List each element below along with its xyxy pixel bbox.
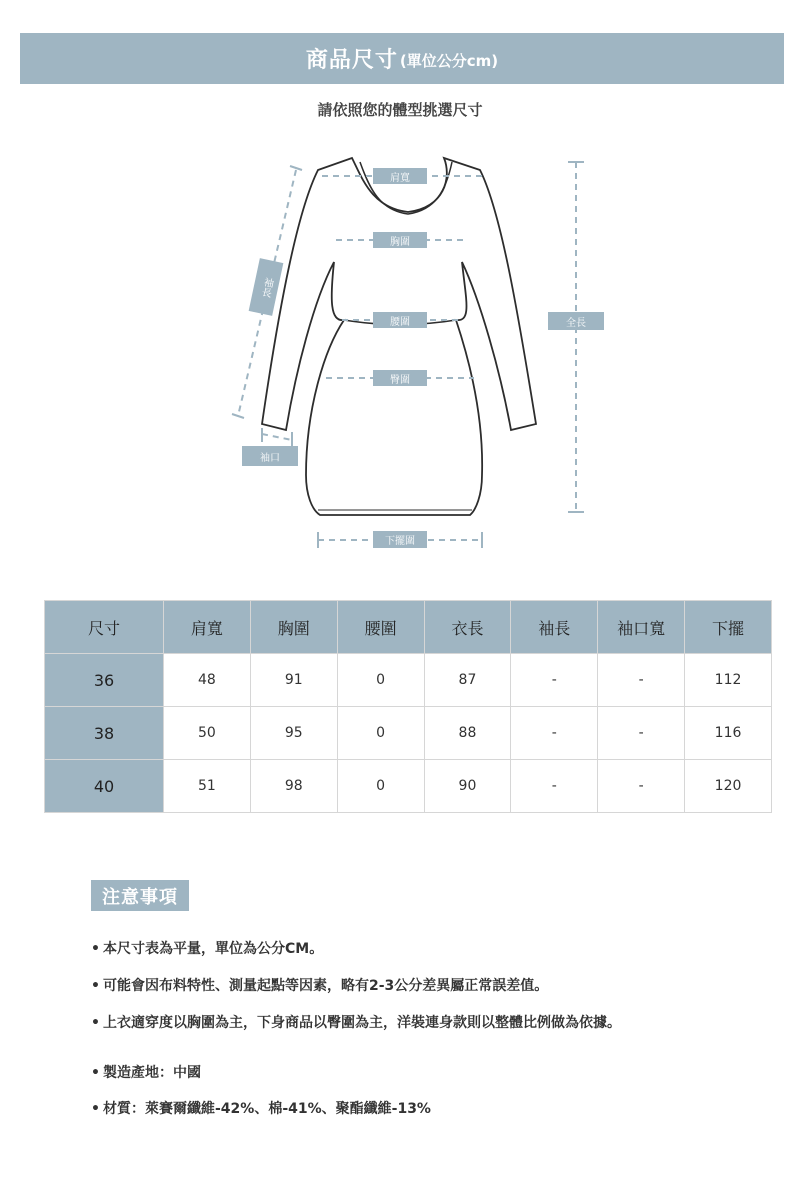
label-chest: 胸圍: [373, 232, 427, 248]
unit-label: (單位公分cm): [399, 52, 499, 70]
label-total-length: 全長: [548, 312, 604, 330]
label-hip: 臀圍: [373, 370, 427, 386]
label-hem: 下擺圍: [373, 531, 427, 548]
cell-cuff: -: [598, 707, 685, 760]
note-item: [91, 1098, 431, 1118]
page-title: 商品尺寸: [305, 48, 398, 73]
cell-chest: 98: [250, 760, 337, 813]
dress-diagram: [0, 150, 800, 560]
label-sleeve-length: 袖長: [249, 258, 284, 316]
header-chest: 胸圍: [250, 601, 337, 654]
bullet-icon: •: [91, 1065, 100, 1081]
size-table: [44, 600, 772, 813]
bullet-icon: •: [91, 1101, 100, 1117]
dress-illustration: [0, 150, 800, 560]
header-hem: 下擺: [685, 601, 772, 654]
note-text: 可能會因布料特性、測量起點等因素，略有2-3公分差異屬正常誤差值。: [103, 978, 549, 994]
cell-size: 36: [45, 654, 164, 707]
cell-length: 90: [424, 760, 511, 813]
header-size: 尺寸: [45, 601, 164, 654]
cell-waist: 0: [337, 760, 424, 813]
label-cuff: 袖口: [242, 446, 298, 466]
cell-waist: 0: [337, 707, 424, 760]
cell-chest: 91: [250, 654, 337, 707]
notes-title: 注意事項: [91, 880, 189, 911]
note-text: 本尺寸表為平量，單位為公分CM。: [103, 941, 324, 957]
subtitle: 請依照您的體型挑選尺寸: [317, 101, 483, 119]
cell-hem: 120: [685, 760, 772, 813]
note-item: [91, 975, 548, 995]
header-waist: 腰圍: [337, 601, 424, 654]
label-waist: 腰圍: [373, 312, 427, 328]
cell-length: 88: [424, 707, 511, 760]
cell-sleeve: -: [511, 760, 598, 813]
cell-length: 87: [424, 654, 511, 707]
cell-size: 40: [45, 760, 164, 813]
cell-shoulder: 50: [164, 707, 251, 760]
note-text: 製造產地：中國: [103, 1065, 201, 1081]
cell-cuff: -: [598, 654, 685, 707]
note-item: [91, 938, 323, 958]
header-sleeve: 袖長: [511, 601, 598, 654]
note-item: [91, 1062, 201, 1082]
cell-sleeve: -: [511, 707, 598, 760]
table-row: [45, 760, 772, 813]
note-text: 材質：萊賽爾纖維-42%、棉-41%、聚酯纖維-13%: [103, 1101, 431, 1117]
bullet-icon: •: [91, 941, 100, 957]
cell-hem: 112: [685, 654, 772, 707]
header-bar: [20, 33, 784, 84]
cell-shoulder: 48: [164, 654, 251, 707]
bullet-icon: •: [91, 1015, 100, 1031]
header-shoulder: 肩寬: [164, 601, 251, 654]
bullet-icon: •: [91, 978, 100, 994]
table-row: [45, 654, 772, 707]
header-cuff: 袖口寬: [598, 601, 685, 654]
cell-shoulder: 51: [164, 760, 251, 813]
table-row: [45, 707, 772, 760]
cell-size: 38: [45, 707, 164, 760]
cell-hem: 116: [685, 707, 772, 760]
cell-cuff: -: [598, 760, 685, 813]
label-shoulder: 肩寬: [373, 168, 427, 184]
note-text: 上衣適穿度以胸圍為主，下身商品以臀圍為主，洋裝連身款則以整體比例做為依據。: [103, 1015, 621, 1031]
header-length: 衣長: [424, 601, 511, 654]
table-header-row: [45, 601, 772, 654]
note-item: [91, 1012, 621, 1032]
cell-chest: 95: [250, 707, 337, 760]
cell-waist: 0: [337, 654, 424, 707]
cell-sleeve: -: [511, 654, 598, 707]
